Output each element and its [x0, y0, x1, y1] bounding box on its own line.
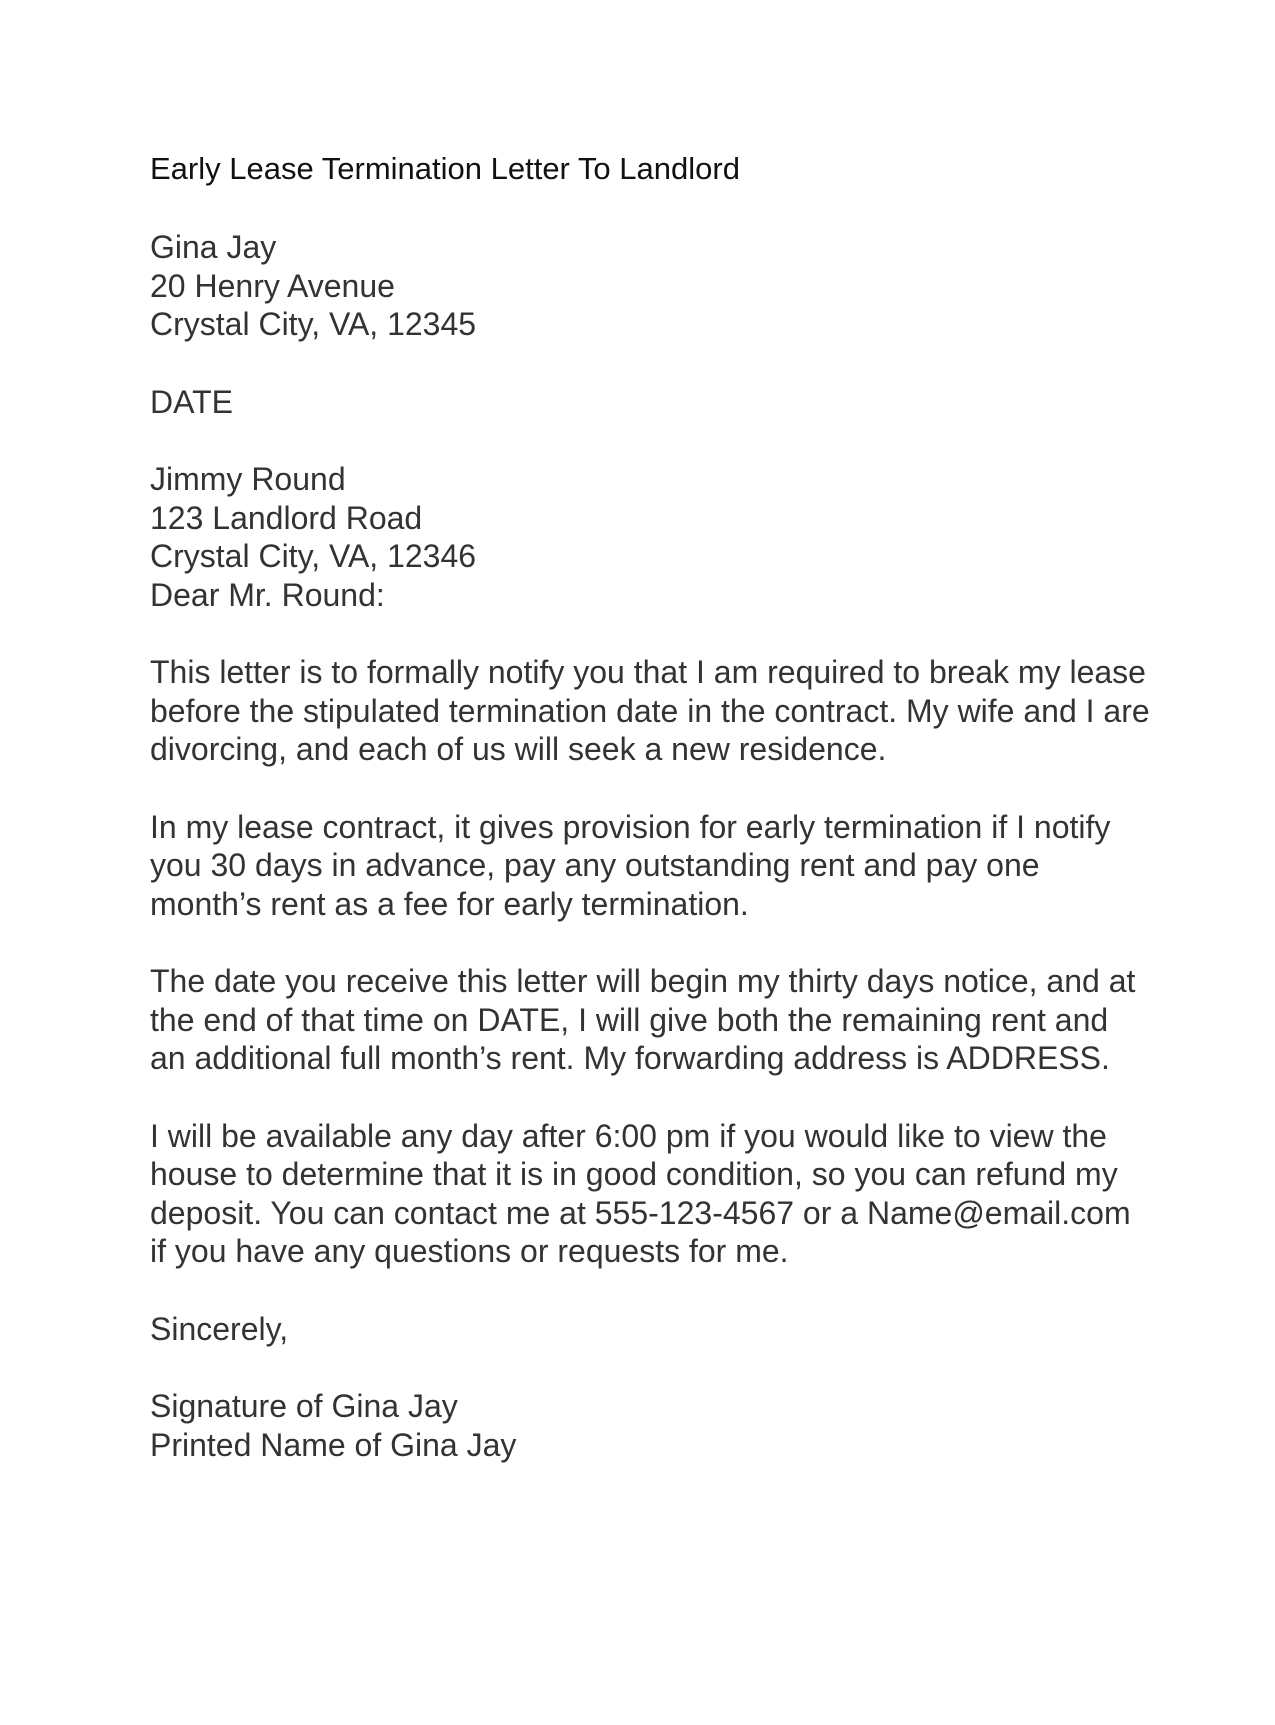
letter-date [150, 383, 1150, 422]
paragraph-notice-period: The date you receive this letter will begin my thirty days notice, and at the end of that time on DATE, I will give both the remaining rent and an additional full month’s rent. My forwarding address is ADDRESS. [150, 963, 1136, 1076]
closing [150, 1310, 1150, 1349]
recipient-address [150, 460, 1150, 614]
document-title: Early Lease Termination Letter To Landlord [150, 151, 740, 186]
sender-address [150, 228, 1150, 344]
recipient-street: 123 Landlord Road [150, 499, 423, 536]
sender-city-line: Crystal City, VA, 12345 [150, 306, 477, 342]
letter-page [150, 150, 1150, 1464]
salutation: Dear Mr. Round: [150, 576, 385, 613]
date-text: DATE [150, 383, 233, 420]
recipient-city-line: Crystal City, VA, 12346 [150, 538, 477, 574]
paragraph-lease-provision: In my lease contract, it gives provision for early termination if I notify you 30 days in advance, pay any outstanding rent and pay one month’s rent as a fee for early termination. [150, 808, 1111, 922]
sender-name: Gina Jay [150, 229, 277, 265]
closing-text: Sincerely, [150, 1310, 289, 1347]
paragraph-availability: I will be available any day after 6:00 pm if you would like to view the house to determine that it is in good condition, so you can refund my deposit. You can contact me at 555-123-4567 or a Name@email.com if you have any questions or requests for me. [150, 1117, 1131, 1269]
signature-line: Signature of Gina Jay [150, 1388, 458, 1424]
paragraph-notice: This letter is to formally notify you that I am required to break my lease before the stipulated termination date in the contract. My wife and I are divorcing, and each of us will seek a new residence. [150, 654, 1150, 767]
sender-street: 20 Henry Avenue [150, 267, 395, 304]
signature-block [150, 1387, 1150, 1464]
recipient-name: Jimmy Round [150, 461, 346, 497]
printed-name-line: Printed Name of Gina Jay [150, 1426, 517, 1463]
